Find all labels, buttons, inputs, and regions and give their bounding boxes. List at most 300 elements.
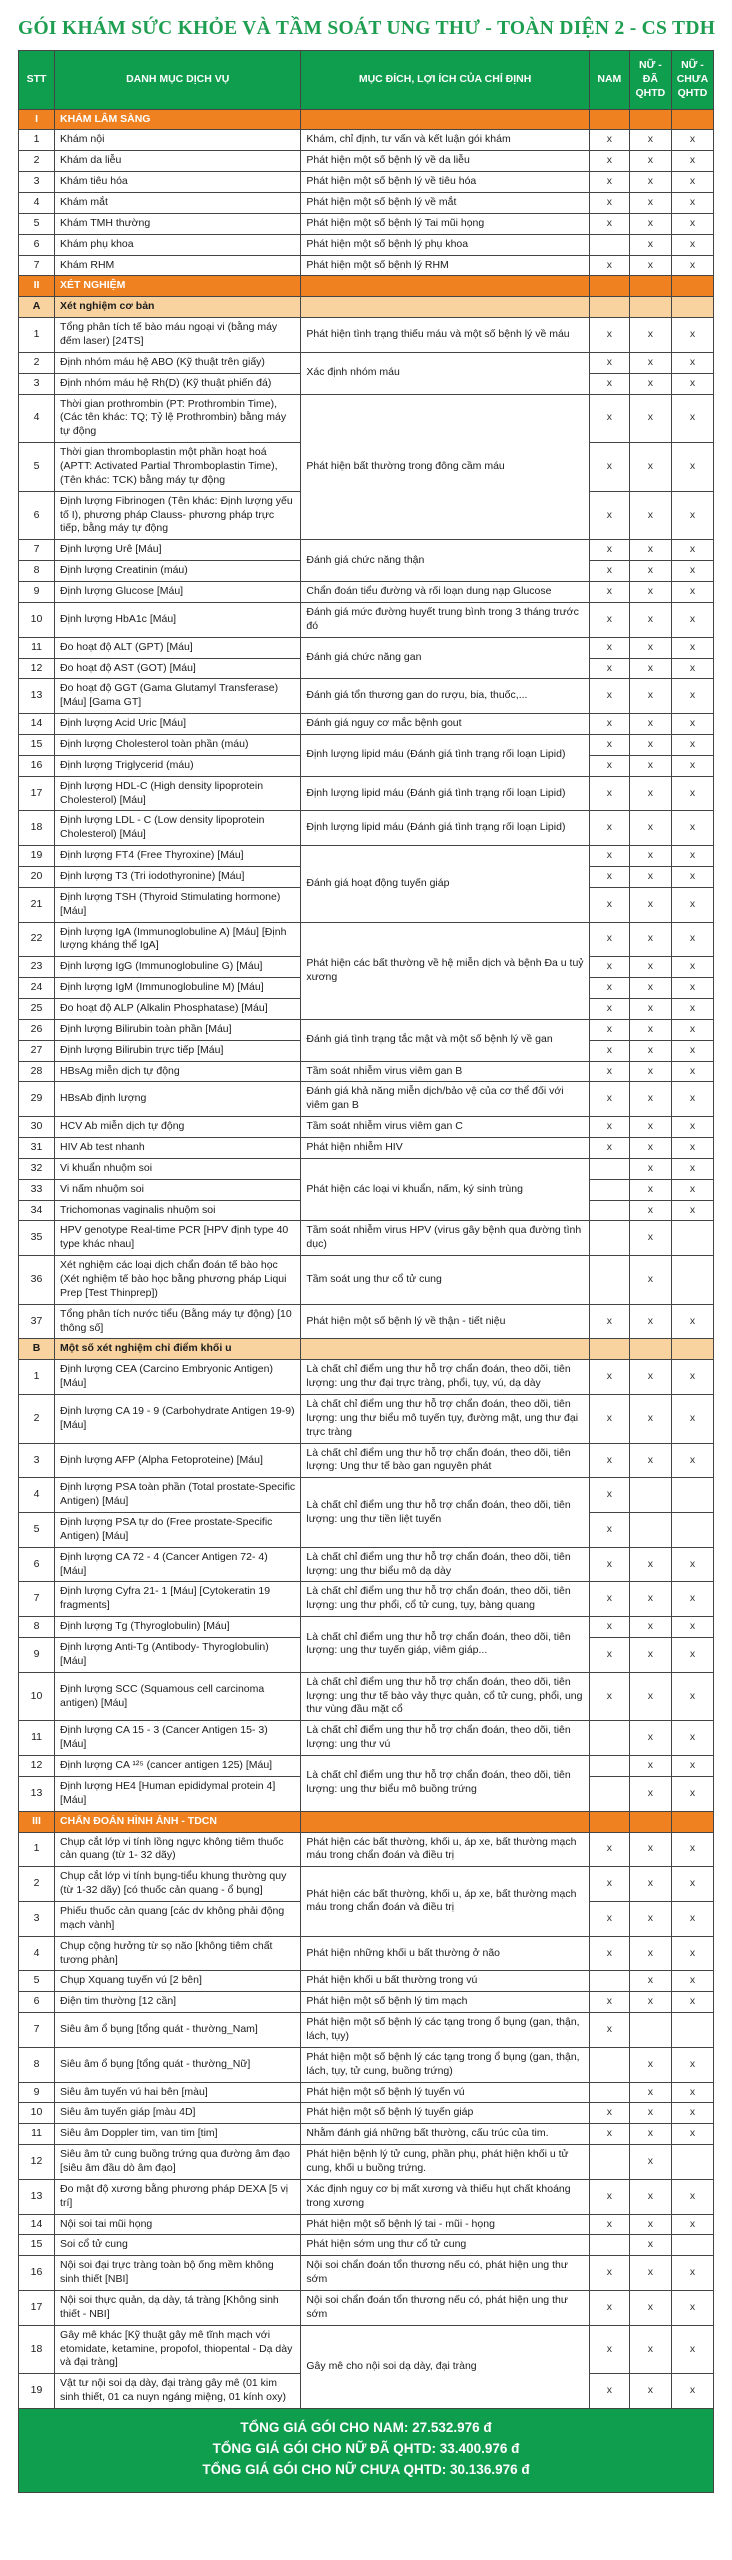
row-number: 11 xyxy=(19,1721,55,1756)
row-number: 14 xyxy=(19,2214,55,2235)
mark-cell: x xyxy=(629,1117,671,1138)
service-name: Siêu âm ổ bụng [tổng quát - thường_Nam] xyxy=(55,2013,301,2048)
mark-cell: x xyxy=(589,1936,629,1971)
mark-cell: x xyxy=(671,561,713,582)
mark-cell: x xyxy=(671,2290,713,2325)
section-number: III xyxy=(19,1811,55,1832)
service-name: HBsAb định lượng xyxy=(55,1082,301,1117)
mark-cell xyxy=(589,1339,629,1360)
mark-cell: x xyxy=(671,540,713,561)
purpose-text: Xác định nhóm máu xyxy=(301,352,589,394)
mark-cell: x xyxy=(629,2256,671,2291)
service-name: Khám phụ khoa xyxy=(55,234,301,255)
mark-cell: x xyxy=(629,1040,671,1061)
mark-cell xyxy=(589,2145,629,2180)
mark-cell: x xyxy=(629,2082,671,2103)
service-name: Định lượng Tg (Thyroglobulin) [Máu] xyxy=(55,1617,301,1638)
mark-cell: x xyxy=(629,2047,671,2082)
purpose-text: Nhằm đánh giá những bất thường, cấu trúc của tim. xyxy=(301,2124,589,2145)
service-name: Vật tư nội soi dạ dày, đại tràng gây mê (01 kim sinh thiết, 01 ca nuyn ngáng miệng, 01 kính oxy) xyxy=(55,2374,301,2409)
service-name: Đo mật độ xương bằng phương pháp DEXA [5 vị trí] xyxy=(55,2179,301,2214)
row-number: 2 xyxy=(19,352,55,373)
table-row xyxy=(19,1117,714,1138)
mark-cell: x xyxy=(671,2256,713,2291)
mark-cell: x xyxy=(629,922,671,957)
purpose-text: Phát hiện một số bệnh lý về thận - tiết niệu xyxy=(301,1304,589,1339)
mark-cell: x xyxy=(629,1971,671,1992)
mark-cell: x xyxy=(589,193,629,214)
service-name: Siêu âm tử cung buồng trứng qua đường âm đạo [siêu âm đầu dò âm đạo] xyxy=(55,2145,301,2180)
mark-cell: x xyxy=(589,582,629,603)
service-name: Chụp cắt lớp vi tính bụng-tiểu khung thường quy (từ 1-32 dãy) [có thuốc cản quang - ổ bụng] xyxy=(55,1867,301,1902)
mark-cell: x xyxy=(589,1443,629,1478)
mark-cell: x xyxy=(629,1582,671,1617)
mark-cell xyxy=(589,1721,629,1756)
mark-cell: x xyxy=(629,318,671,353)
mark-cell: x xyxy=(629,2290,671,2325)
purpose-text: Định lượng lipid máu (Đánh giá tình trạng rối loạn Lipid) xyxy=(301,811,589,846)
row-number: 7 xyxy=(19,2013,55,2048)
mark-cell: x xyxy=(671,658,713,679)
service-name: Định lượng CA 72 - 4 (Cancer Antigen 72- 4) [Máu] xyxy=(55,1547,301,1582)
mark-cell: x xyxy=(629,2325,671,2374)
page-title: GÓI KHÁM SỨC KHỎE VÀ TẦM SOÁT UNG THƯ - TOÀN DIỆN 2 - CS TDH xyxy=(18,18,716,39)
mark-cell: x xyxy=(671,130,713,151)
row-number: 3 xyxy=(19,373,55,394)
mark-cell: x xyxy=(629,172,671,193)
mark-cell: x xyxy=(671,2082,713,2103)
mark-cell: x xyxy=(629,2179,671,2214)
mark-cell: x xyxy=(671,1360,713,1395)
mark-cell: x xyxy=(629,2145,671,2180)
mark-cell: x xyxy=(629,1547,671,1582)
table-row xyxy=(19,1672,714,1721)
row-number: 8 xyxy=(19,1617,55,1638)
row-number: 13 xyxy=(19,679,55,714)
row-number: 29 xyxy=(19,1082,55,1117)
row-number: 30 xyxy=(19,1117,55,1138)
row-number: 5 xyxy=(19,213,55,234)
mark-cell: x xyxy=(589,846,629,867)
mark-cell: x xyxy=(671,2179,713,2214)
row-number: 3 xyxy=(19,1901,55,1936)
mark-cell xyxy=(589,1256,629,1305)
row-number: 20 xyxy=(19,866,55,887)
row-number: 18 xyxy=(19,811,55,846)
mark-cell: x xyxy=(629,255,671,276)
mark-cell: x xyxy=(629,1992,671,2013)
purpose-text: Phát hiện một số bệnh lý Tai mũi họng xyxy=(301,213,589,234)
mark-cell: x xyxy=(629,151,671,172)
service-name: Tổng phân tích tế bào máu ngoại vi (bằng máy đếm laser) [24TS] xyxy=(55,318,301,353)
mark-cell: x xyxy=(671,1158,713,1179)
row-number: 12 xyxy=(19,658,55,679)
mark-cell: x xyxy=(589,561,629,582)
mark-cell: x xyxy=(671,811,713,846)
table-row xyxy=(19,130,714,151)
service-name: Định lượng LDL - C (Low density lipoprotein Cholesterol) [Máu] xyxy=(55,811,301,846)
service-name: Siêu âm tuyến giáp [màu 4D] xyxy=(55,2103,301,2124)
purpose-text: Nội soi chẩn đoán tổn thương nếu có, phát hiện ung thư sớm xyxy=(301,2290,589,2325)
mark-cell: x xyxy=(629,1867,671,1902)
service-name: Khám RHM xyxy=(55,255,301,276)
service-name: Điện tim thường [12 cần] xyxy=(55,1992,301,2013)
table-row xyxy=(19,193,714,214)
service-name: Định lượng Anti-Tg (Antibody- Thyroglobulin) [Máu] xyxy=(55,1638,301,1673)
section-purpose-spacer xyxy=(301,1811,589,1832)
mark-cell: x xyxy=(589,491,629,540)
purpose-text: Phát hiện một số bệnh lý tuyến giáp xyxy=(301,2103,589,2124)
purpose-text: Đánh giá mức đường huyết trung bình trong 3 tháng trước đó xyxy=(301,602,589,637)
row-number: 5 xyxy=(19,1513,55,1548)
header-service: DANH MỤC DỊCH VỤ xyxy=(55,51,301,110)
table-row xyxy=(19,1756,714,1777)
purpose-text: Chẩn đoán tiểu đường và rối loạn dung nạp Glucose xyxy=(301,582,589,603)
table-row xyxy=(19,602,714,637)
section-title: CHẨN ĐOÁN HÌNH ẢNH - TDCN xyxy=(55,1811,301,1832)
purpose-text: Phát hiện các bất thường, khối u, áp xe, bất thường mạch máu trong chẩn đoán và điều trị xyxy=(301,1832,589,1867)
table-row xyxy=(19,734,714,755)
service-name: Khám mắt xyxy=(55,193,301,214)
row-number: 35 xyxy=(19,1221,55,1256)
mark-cell: x xyxy=(671,1936,713,1971)
mark-cell xyxy=(589,2082,629,2103)
mark-cell xyxy=(629,1513,671,1548)
row-number: 28 xyxy=(19,1061,55,1082)
row-number: 13 xyxy=(19,1776,55,1811)
mark-cell: x xyxy=(629,1256,671,1305)
row-number: 16 xyxy=(19,2256,55,2291)
purpose-text: Là chất chỉ điểm ung thư hỗ trợ chẩn đoán, theo dõi, tiên lượng: Ung thư tế bào gan nguyên phát xyxy=(301,1443,589,1478)
mark-cell: x xyxy=(671,734,713,755)
mark-cell xyxy=(671,1256,713,1305)
mark-cell: x xyxy=(589,1137,629,1158)
row-number: 16 xyxy=(19,755,55,776)
purpose-text: Nội soi chẩn đoán tổn thương nếu có, phát hiện ung thư sớm xyxy=(301,2256,589,2291)
table-row xyxy=(19,1582,714,1617)
table-row xyxy=(19,714,714,735)
section-number: II xyxy=(19,276,55,297)
purpose-text: Đánh giá chức năng thận xyxy=(301,540,589,582)
row-number: 4 xyxy=(19,193,55,214)
table-header-row xyxy=(19,51,714,110)
mark-cell xyxy=(589,234,629,255)
table-row xyxy=(19,255,714,276)
mark-cell: x xyxy=(629,2103,671,2124)
mark-cell: x xyxy=(629,811,671,846)
mark-cell: x xyxy=(589,2013,629,2048)
mark-cell: x xyxy=(671,1117,713,1138)
mark-cell: x xyxy=(671,866,713,887)
purpose-text: Phát hiện một số bệnh lý về da liễu xyxy=(301,151,589,172)
mark-cell: x xyxy=(629,1638,671,1673)
mark-cell: x xyxy=(589,352,629,373)
table-row xyxy=(19,2103,714,2124)
service-name: Siêu âm tuyến vú hai bên [màu] xyxy=(55,2082,301,2103)
row-number: 12 xyxy=(19,2145,55,2180)
service-name: Định lượng IgG (Immunoglobuline G) [Máu] xyxy=(55,957,301,978)
service-name: Siêu âm Doppler tim, van tim [tim] xyxy=(55,2124,301,2145)
mark-cell: x xyxy=(629,373,671,394)
purpose-text: Là chất chỉ điểm ung thư hỗ trợ chẩn đoán, theo dõi, tiên lượng: ung thư tiền liệt tuyến xyxy=(301,1478,589,1547)
mark-cell: x xyxy=(671,2325,713,2374)
mark-cell xyxy=(589,2235,629,2256)
table-row xyxy=(19,1547,714,1582)
service-name: Định lượng Acid Uric [Máu] xyxy=(55,714,301,735)
row-number: 7 xyxy=(19,1582,55,1617)
service-name: Định lượng TSH (Thyroid Stimulating hormone) [Máu] xyxy=(55,887,301,922)
mark-cell: x xyxy=(671,1582,713,1617)
table-row xyxy=(19,1478,714,1513)
mark-cell: x xyxy=(589,1547,629,1582)
mark-cell: x xyxy=(671,1832,713,1867)
table-row xyxy=(19,234,714,255)
service-name: HBsAg miễn dịch tự động xyxy=(55,1061,301,1082)
row-number: 34 xyxy=(19,1200,55,1221)
service-name: Định lượng Glucose [Máu] xyxy=(55,582,301,603)
mark-cell: x xyxy=(589,714,629,735)
purpose-text: Phát hiện các bất thường về hệ miễn dịch và bệnh Đa u tuỷ xương xyxy=(301,922,589,1019)
section-title: Xét nghiệm cơ bản xyxy=(55,297,301,318)
mark-cell: x xyxy=(671,443,713,492)
purpose-text: Đánh giá nguy cơ mắc bệnh gout xyxy=(301,714,589,735)
purpose-text: Phát hiện một số bệnh lý các tạng trong ổ bụng (gan, thận, lách, tụy) xyxy=(301,2013,589,2048)
mark-cell: x xyxy=(629,2214,671,2235)
service-name: Tổng phân tích nước tiểu (Bằng máy tự động) [10 thông số] xyxy=(55,1304,301,1339)
service-name: Định lượng Bilirubin toàn phần [Máu] xyxy=(55,1019,301,1040)
mark-cell: x xyxy=(589,1832,629,1867)
mark-cell: x xyxy=(629,978,671,999)
service-name: Nội soi tai mũi họng xyxy=(55,2214,301,2235)
mark-cell: x xyxy=(629,582,671,603)
mark-cell: x xyxy=(629,540,671,561)
mark-cell: x xyxy=(671,1304,713,1339)
mark-cell: x xyxy=(629,1901,671,1936)
mark-cell: x xyxy=(629,1304,671,1339)
purpose-text: Phát hiện một số bệnh lý tuyến vú xyxy=(301,2082,589,2103)
mark-cell: x xyxy=(589,318,629,353)
table-row xyxy=(19,1936,714,1971)
row-number: 17 xyxy=(19,2290,55,2325)
service-name: Chụp Xquang tuyến vú [2 bên] xyxy=(55,1971,301,1992)
purpose-text: Phát hiện một số bệnh lý phụ khoa xyxy=(301,234,589,255)
service-name: Khám da liễu xyxy=(55,151,301,172)
mark-cell: x xyxy=(671,998,713,1019)
mark-cell: x xyxy=(629,637,671,658)
mark-cell: x xyxy=(671,1992,713,2013)
row-number: 14 xyxy=(19,714,55,735)
mark-cell xyxy=(629,1811,671,1832)
mark-cell xyxy=(671,2235,713,2256)
mark-cell: x xyxy=(589,1019,629,1040)
total-price-nu-da-qhtd: TỔNG GIÁ GÓI CHO NỮ ĐÃ QHTD: 33.400.976 đ xyxy=(212,2440,520,2456)
purpose-text: Là chất chỉ điểm ung thư hỗ trợ chẩn đoán, theo dõi, tiên lượng: ung thư biểu mô buồng trứng xyxy=(301,1756,589,1812)
section-title: XÉT NGHIỆM xyxy=(55,276,301,297)
mark-cell: x xyxy=(629,491,671,540)
mark-cell: x xyxy=(629,1936,671,1971)
mark-cell: x xyxy=(629,776,671,811)
mark-cell: x xyxy=(671,887,713,922)
service-name: Định lượng Creatinin (máu) xyxy=(55,561,301,582)
service-name: Đo hoạt độ ALP (Alkalin Phosphatase) [Máu] xyxy=(55,998,301,1019)
service-name: Định lượng CA 15 - 3 (Cancer Antigen 15- 3) [Máu] xyxy=(55,1721,301,1756)
mark-cell: x xyxy=(629,1776,671,1811)
purpose-text: Phát hiện bệnh lý tử cung, phần phụ, phát hiện khối u tử cung, khối u buồng trứng. xyxy=(301,2145,589,2180)
mark-cell: x xyxy=(671,2047,713,2082)
mark-cell xyxy=(589,1221,629,1256)
section-number: I xyxy=(19,109,55,130)
section-header-row xyxy=(19,109,714,130)
purpose-text: Đánh giá tình trạng tắc mật và một số bệnh lý về gan xyxy=(301,1019,589,1061)
mark-cell xyxy=(671,1513,713,1548)
service-name: Định lượng Urê [Máu] xyxy=(55,540,301,561)
service-name: Đo hoạt độ GGT (Gama Glutamyl Transferase) [Máu] [Gama GT] xyxy=(55,679,301,714)
purpose-text: Phát hiện các loại vi khuẩn, nấm, ký sinh trùng xyxy=(301,1158,589,1221)
section-header-row xyxy=(19,1811,714,1832)
service-name: Định lượng AFP (Alpha Fetoproteine) [Máu] xyxy=(55,1443,301,1478)
purpose-text: Đánh giá chức năng gan xyxy=(301,637,589,679)
service-name: Khám TMH thường xyxy=(55,213,301,234)
table-row xyxy=(19,2145,714,2180)
mark-cell: x xyxy=(671,637,713,658)
mark-cell: x xyxy=(589,866,629,887)
service-name: Đo hoạt độ AST (GOT) [Máu] xyxy=(55,658,301,679)
table-row xyxy=(19,318,714,353)
table-row xyxy=(19,2235,714,2256)
purpose-text: Đánh giá hoạt động tuyến giáp xyxy=(301,846,589,922)
section-purpose-spacer xyxy=(301,109,589,130)
table-row xyxy=(19,1304,714,1339)
mark-cell: x xyxy=(671,2374,713,2409)
mark-cell: x xyxy=(629,1061,671,1082)
table-row xyxy=(19,540,714,561)
mark-cell: x xyxy=(589,213,629,234)
mark-cell xyxy=(671,1811,713,1832)
row-number: 25 xyxy=(19,998,55,1019)
mark-cell: x xyxy=(629,755,671,776)
mark-cell: x xyxy=(629,1832,671,1867)
mark-cell: x xyxy=(671,234,713,255)
service-name: Định lượng HDL-C (High density lipoprotein Cholesterol) [Máu] xyxy=(55,776,301,811)
service-name: Xét nghiệm các loại dịch chẩn đoán tế bào học (Xét nghiệm tế bào học bằng phương pháp Liqui Prep [Test Thinprep]) xyxy=(55,1256,301,1305)
mark-cell: x xyxy=(629,887,671,922)
mark-cell: x xyxy=(671,1395,713,1444)
table-row xyxy=(19,1061,714,1082)
purpose-text: Là chất chỉ điểm ung thư hỗ trợ chẩn đoán, theo dõi, tiên lượng: ung thư phổi, cổ tử cung, tụy, bàng quang xyxy=(301,1582,589,1617)
total-price-nu-chua-qhtd: TỔNG GIÁ GÓI CHO NỮ CHƯA QHTD: 30.136.976 đ xyxy=(202,2461,530,2477)
mark-cell: x xyxy=(589,1617,629,1638)
purpose-text: Phát hiện một số bệnh lý RHM xyxy=(301,255,589,276)
table-row xyxy=(19,922,714,957)
service-name: Định lượng CA 19 - 9 (Carbohydrate Antigen 19-9) [Máu] xyxy=(55,1395,301,1444)
service-name: Vi nấm nhuộm soi xyxy=(55,1179,301,1200)
mark-cell xyxy=(589,1971,629,1992)
row-number: 11 xyxy=(19,2124,55,2145)
mark-cell xyxy=(671,1339,713,1360)
mark-cell: x xyxy=(671,1776,713,1811)
row-number: 8 xyxy=(19,561,55,582)
service-name: Định lượng CA ¹²⁵ (cancer antigen 125) [Máu] xyxy=(55,1756,301,1777)
service-table-body xyxy=(19,109,714,2408)
mark-cell xyxy=(589,1811,629,1832)
service-name: Nội soi đại trực tràng toàn bộ ống mềm không sinh thiết [NBI] xyxy=(55,2256,301,2291)
row-number: 9 xyxy=(19,582,55,603)
mark-cell: x xyxy=(671,2103,713,2124)
purpose-text: Phát hiện một số bệnh lý về tiêu hóa xyxy=(301,172,589,193)
service-name: Đo hoạt độ ALT (GPT) [Máu] xyxy=(55,637,301,658)
mark-cell: x xyxy=(589,1582,629,1617)
row-number: 18 xyxy=(19,2325,55,2374)
mark-cell: x xyxy=(589,776,629,811)
mark-cell xyxy=(629,276,671,297)
service-name: Định lượng IgA (Immunoglobuline A) [Máu] [Định lượng kháng thể IgA] xyxy=(55,922,301,957)
service-name: Định lượng Triglycerid (máu) xyxy=(55,755,301,776)
table-row xyxy=(19,2047,714,2082)
mark-cell xyxy=(671,297,713,318)
row-number: 2 xyxy=(19,151,55,172)
mark-cell: x xyxy=(671,1040,713,1061)
row-number: 26 xyxy=(19,1019,55,1040)
mark-cell: x xyxy=(589,755,629,776)
service-name: Định lượng Cholesterol toàn phần (máu) xyxy=(55,734,301,755)
mark-cell: x xyxy=(671,352,713,373)
service-name: Chụp cắt lớp vi tính lồng ngực không tiêm thuốc cản quang (từ 1- 32 dãy) xyxy=(55,1832,301,1867)
table-row xyxy=(19,1256,714,1305)
service-name: Gây mê khác [Kỹ thuật gây mê tĩnh mạch với etomidate, ketamine, propofol, thiopental - Dạ dày và đại tràng] xyxy=(55,2325,301,2374)
mark-cell: x xyxy=(589,1040,629,1061)
mark-cell: x xyxy=(629,1395,671,1444)
row-number: 5 xyxy=(19,1971,55,1992)
row-number: 19 xyxy=(19,2374,55,2409)
mark-cell: x xyxy=(629,352,671,373)
mark-cell: x xyxy=(671,1721,713,1756)
mark-cell: x xyxy=(589,151,629,172)
mark-cell: x xyxy=(589,172,629,193)
purpose-text: Phát hiện bất thường trong đông cầm máu xyxy=(301,394,589,540)
row-number: 36 xyxy=(19,1256,55,1305)
purpose-text: Đánh giá tổn thương gan do rượu, bia, thuốc,... xyxy=(301,679,589,714)
mark-cell: x xyxy=(671,1019,713,1040)
mark-cell xyxy=(589,1179,629,1200)
purpose-text: Định lượng lipid máu (Đánh giá tình trạng rối loạn Lipid) xyxy=(301,734,589,776)
service-name: Định nhóm máu hệ ABO (Kỹ thuật trên giấy) xyxy=(55,352,301,373)
mark-cell: x xyxy=(629,602,671,637)
mark-cell: x xyxy=(671,1547,713,1582)
table-row xyxy=(19,1971,714,1992)
service-name: Thời gian prothrombin (PT: Prothrombin Time), (Các tên khác: TQ; Tỷ lệ Prothrombin) bằng máy tự động xyxy=(55,394,301,443)
row-number: 4 xyxy=(19,1936,55,1971)
service-table xyxy=(18,50,714,2409)
row-number: 1 xyxy=(19,318,55,353)
mark-cell: x xyxy=(629,658,671,679)
row-number: 23 xyxy=(19,957,55,978)
row-number: 6 xyxy=(19,1547,55,1582)
service-name: Định lượng CEA (Carcino Embryonic Antigen) [Máu] xyxy=(55,1360,301,1395)
mark-cell: x xyxy=(629,734,671,755)
mark-cell: x xyxy=(629,193,671,214)
mark-cell: x xyxy=(589,1638,629,1673)
mark-cell xyxy=(589,297,629,318)
mark-cell: x xyxy=(589,957,629,978)
mark-cell: x xyxy=(671,213,713,234)
purpose-text: Phát hiện một số bệnh lý tai - mũi - họng xyxy=(301,2214,589,2235)
table-row xyxy=(19,1158,714,1179)
mark-cell xyxy=(589,109,629,130)
table-row xyxy=(19,2013,714,2048)
service-name: Định lượng HbA1c [Máu] xyxy=(55,602,301,637)
row-number: 6 xyxy=(19,491,55,540)
purpose-text: Tầm soát ung thư cổ tử cung xyxy=(301,1256,589,1305)
